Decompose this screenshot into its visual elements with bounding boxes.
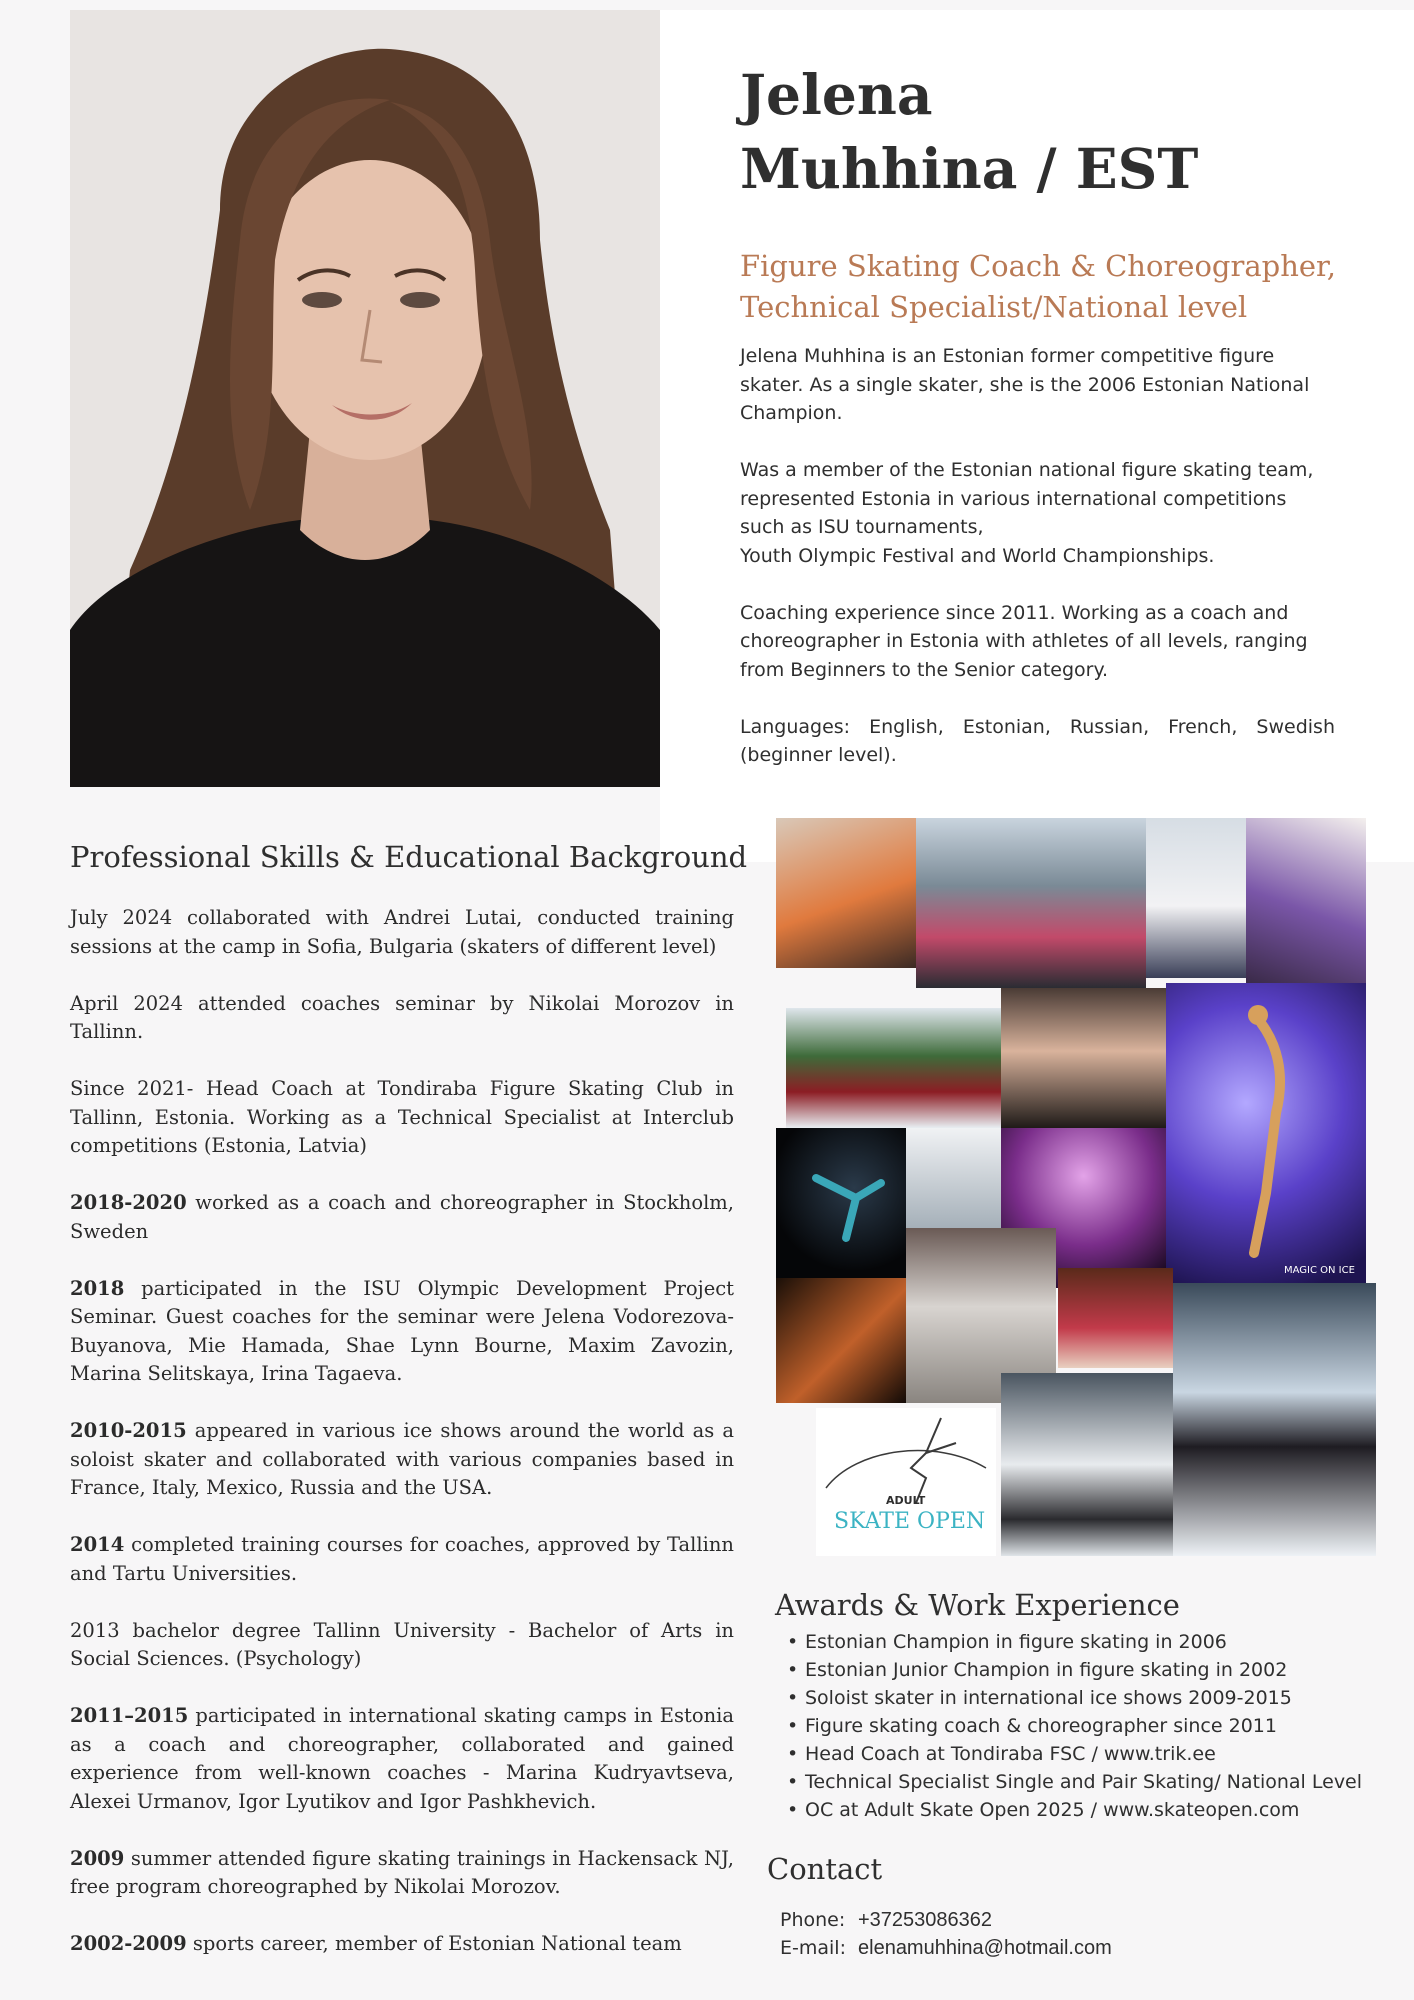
- adult-skate-open-logo: [816, 1408, 996, 1556]
- contact-email-row: [780, 1934, 1112, 1962]
- email-link[interactable]: elenamuhhina@hotmail.com: [858, 1937, 1112, 1959]
- logo-text-line-2: SKATE OPEN: [834, 1509, 986, 1534]
- bio-paragraph-2: [740, 456, 1335, 570]
- collage-photo-team: [786, 1008, 1001, 1128]
- photo-collage: [776, 818, 1376, 1556]
- person-name: [740, 58, 1360, 206]
- role-title: [740, 246, 1380, 328]
- collage-photo-coach-orange: [776, 818, 916, 968]
- contact-block: [780, 1906, 1112, 1962]
- collage-photo-show-blue: [1166, 983, 1366, 1283]
- contact-title: Contact: [767, 1852, 883, 1886]
- logo-text-line-1: ADULT: [886, 1494, 926, 1507]
- bio-section: [740, 342, 1335, 798]
- collage-photo-child: [1246, 818, 1366, 983]
- bio-paragraph-3: Coaching experience since 2011. Working as a coach and choreographer in Estonia with athletes of all levels, ranging from Beginners to the Senior category.: [740, 601, 1308, 681]
- skill-item: 2013 bachelor degree Tallinn University - Bachelor of Arts in Social Sciences. (Psychology): [70, 1618, 734, 1670]
- award-item: • Technical Specialist Single and Pair Skating/ National Level: [805, 1768, 1414, 1796]
- languages-label: Languages:: [740, 715, 851, 738]
- bio-paragraph-2a: Was a member of the Estonian national figure skating team, represented Estonia in various international competitions such as ISU tournaments,: [740, 459, 1314, 538]
- skill-item: 2009 summer attended figure skating trainings in Hackensack NJ, free program choreographed by Nikolai Morozov.: [70, 1846, 734, 1898]
- collage-photo-jump: [776, 1128, 906, 1278]
- languages: [740, 713, 1335, 770]
- portrait-photo: [70, 10, 660, 787]
- collage-photo-spin: [776, 1278, 906, 1403]
- skill-item: 2014 completed training courses for coaches, approved by Tallinn and Tartu Universities.: [70, 1533, 734, 1585]
- role-line-1: Figure Skating Coach & Choreographer,: [740, 249, 1336, 283]
- email-label: E-mail:: [780, 1937, 846, 1959]
- contact-phone-row: [780, 1906, 1112, 1934]
- award-item: • OC at Adult Skate Open 2025 / www.skateopen.com: [805, 1796, 1414, 1824]
- phone-label: Phone:: [780, 1909, 846, 1931]
- skill-item: 2010-2015 appeared in various ice shows around the world as a soloist skater and collaborated with various companies based in France, Italy, Mexico, Russia and the USA.: [70, 1419, 734, 1499]
- collage-photo-award: [1146, 818, 1246, 978]
- award-item: • Estonian Junior Champion in figure skating in 2002: [805, 1656, 1414, 1684]
- bio-paragraph-1: Jelena Muhhina is an Estonian former competitive figure skater. As a single skater, she is the 2006 Estonian National Champion.: [740, 345, 1310, 424]
- awards-list: [785, 1628, 1414, 1824]
- role-line-2: Technical Specialist/National level: [740, 290, 1248, 324]
- award-item: • Estonian Champion in figure skating in 2006: [805, 1628, 1414, 1656]
- skill-item: April 2024 attended coaches seminar by Nikolai Morozov in Tallinn.: [70, 991, 734, 1043]
- collage-photo-family: [1173, 1283, 1376, 1556]
- name-line-1: Jelena: [740, 62, 933, 127]
- collage-photo-skater-red: [1058, 1268, 1173, 1368]
- skills-title: Professional Skills & Educational Background: [70, 840, 748, 874]
- collage-photo-portrait-duo: [1001, 988, 1166, 1128]
- skill-item: 2011–2015 participated in international skating camps in Estonia as a coach and choreographer, collaborated and gained experience from well-known coaches - Marina Kudryavtseva, Alexei Urmanov, Igor Lyutikov and Igor Pashkhevich.: [70, 1704, 734, 1813]
- skills-list: [70, 904, 734, 1987]
- award-item: • Soloist skater in international ice shows 2009-2015: [805, 1684, 1414, 1712]
- skill-item: Since 2021- Head Coach at Tondiraba Figure Skating Club in Tallinn, Estonia. Working as a Technical Specialist at Interclub competitions (Estonia, Latvia): [70, 1077, 734, 1157]
- phone-value[interactable]: +37253086362: [858, 1909, 993, 1931]
- name-line-2: Muhhina / EST: [740, 136, 1199, 201]
- awards-title: Awards & Work Experience: [775, 1588, 1180, 1622]
- skill-item: 2018 participated in the ISU Olympic Development Project Seminar. Guest coaches for the seminar were Jelena Vodorezova-Buyanova, Mie Hamada, Shae Lynn Bourne, Maxim Zavozin, Marina Selitskaya, Irina Tagaeva.: [70, 1276, 734, 1385]
- show-label: MAGIC ON ICE: [1284, 1265, 1355, 1276]
- award-item: • Figure skating coach & choreographer since 2011: [805, 1712, 1414, 1740]
- skill-item: July 2024 collaborated with Andrei Lutai, conducted training sessions at the camp in Sofia, Bulgaria (skaters of different level): [70, 906, 734, 958]
- skill-item: 2002-2009 sports career, member of Estonian National team: [70, 1932, 682, 1955]
- collage-photo-group-rink: [916, 818, 1146, 988]
- bio-paragraph-2b: Youth Olympic Festival and World Championships.: [740, 544, 1215, 567]
- languages-value: English, Estonian, Russian, French, Swedish (beginner level).: [740, 715, 1335, 766]
- skill-item: 2018-2020 worked as a coach and choreographer in Stockholm, Sweden: [70, 1191, 734, 1243]
- award-item: • Head Coach at Tondiraba FSC / www.trik.ee: [805, 1740, 1414, 1768]
- collage-photo-students: [1001, 1373, 1173, 1556]
